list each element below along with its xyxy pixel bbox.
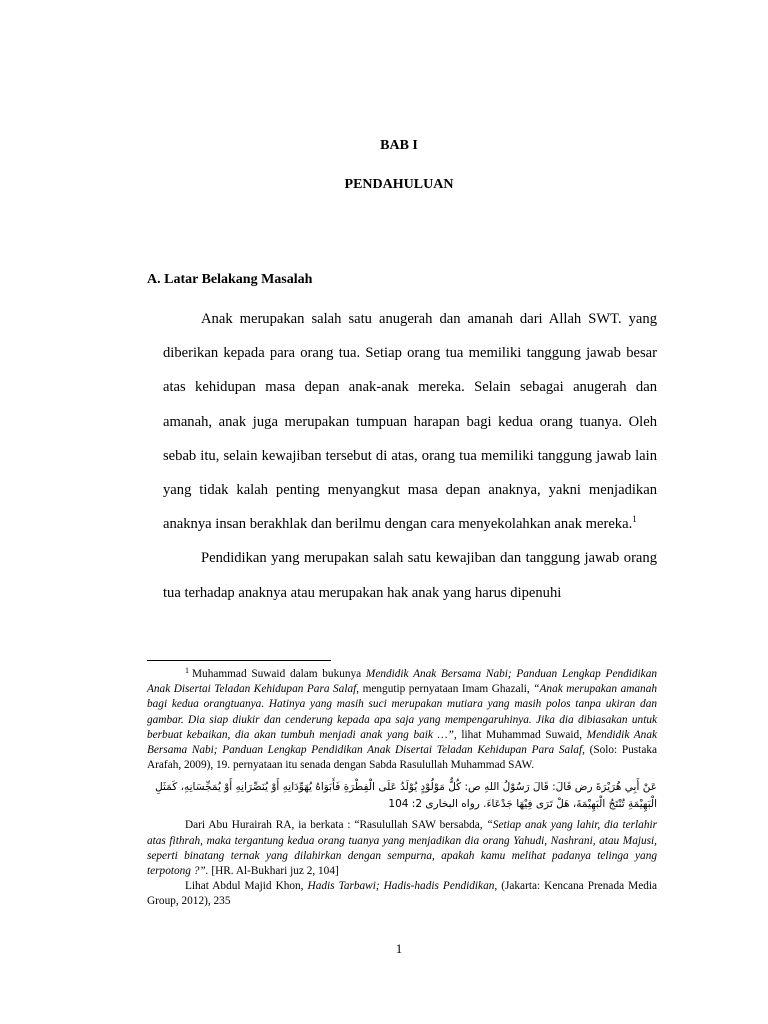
paragraph-1-text: Anak merupakan salah satu anugerah dan amanah dari Allah SWT. yang diberikan kepada para orang tua. Setiap orang tua memiliki tanggung jawab besar atas kehidupan masa depan anak-anak mereka. Selain sebagai anugerah dan amanah, anak juga merupakan tumpuan harapan bagi kedua orang tuanya. Oleh sebab itu, selain kewajiban tersebut di atas, orang tua memiliki tanggung jawab lain yang tidak kalah penting menyangkut masa depan anaknya, yakni menjadikan anaknya insan berakhlak dan berilmu dengan cara menyekolahkan anak mereka. <box>163 311 657 533</box>
footnote-text: (Solo: Pustaka Arafah, 2009), 19. pernyataan itu senada dengan Sabda Rasulullah Muhammad SAW. <box>147 744 657 772</box>
footnote-text: mengutip pernyataan Imam Ghazali, <box>359 683 534 696</box>
reference-book-title: Hadis Tarbawi; Hadis-hadis Pendidikan <box>307 880 495 893</box>
footnote-divider <box>147 660 331 661</box>
body-text <box>163 302 657 610</box>
footnote-text: Muhammad Suwaid dalam bukunya <box>192 668 366 680</box>
hadith-translation <box>147 818 657 879</box>
paragraph-2: Pendidikan yang merupakan salah satu kewajiban dan tanggung jawab orang tua terhadap anaknya atau merupakan hak anak yang harus dipenuhi <box>163 550 657 601</box>
translation-source: [HR. Al-Bukhari juz 2, 104] <box>208 865 339 878</box>
reference-tail: , (Jakarta: Kencana Prenada Media Group, 2012), 235 <box>147 880 658 908</box>
footnote-book-title: Mendidik Anak Bersama Nabi; Panduan Lengkap Pendidikan Anak Disertai Teladan Kehidupan Para Salaf, <box>147 728 657 757</box>
footnote-number: 1 <box>185 666 189 675</box>
arabic-hadith: عَنْ أَبِي هُرَيْرَةَ رض قَالَ: قَالَ رَسُوْلُ اللهِ ص: كُلُّ مَوْلُوْدٍ يُوْلَدُ عَلَى الْفِطْرَةِ فَأَبَوَاهُ يُهَوِّدَانِهِ أَوْ يُنَصِّرَانِهِ أَوْ يُمَجِّسَانِهِ، كَمَثَلِ الْبَهِيْمَةِ تُنْتَجُ الْبَهِيْمَةَ، هَلْ تَرَى فِيْهَا جَدْعَاءَ. رواه البخارى 2: 104 <box>155 781 657 811</box>
translation-lead: Dari Abu Hurairah RA, ia berkata : “Rasulullah SAW bersabda, <box>185 819 487 832</box>
reference-lead: Lihat Abdul Majid Khon, <box>185 880 308 893</box>
footnote-reference-2 <box>147 879 657 909</box>
footnote-book-title: Mendidik Anak Bersama Nabi; Panduan Lengkap Pendidikan Anak Disertai Teladan Kehidupan Para Salaf, <box>147 668 657 696</box>
footnote-reference: 1 <box>632 514 637 525</box>
translation-quote: “Setiap anak yang lahir, dia terlahir atas fithrah, maka tergantung kedua orang tuanya yang menjadikan dia orang Yahudi, Nashrani, atau Majusi, seperti binatang ternak yang dilahirkan dengan sempurna, apakah kamu melihat padanya telinga yang terpotong ?”. <box>147 819 658 878</box>
page-number: 1 <box>395 941 403 956</box>
footnote-area <box>147 667 657 910</box>
footnote-quote: “Anak merupakan amanah bagi kedua orangtuanya. Hatinya yang masih suci merupakan mutiara yang masih polos tanpa ukiran dan gambar. Dia siap diukir dan cenderung kepada apa saja yang mempengaruhinya. Jika dia dibiasakan untuk berbuat kebaikan, dia akan tumbuh menjadi anak yang baik …”, <box>147 683 658 741</box>
footnote-text: lihat Muhammad Suwaid, <box>456 728 587 741</box>
chapter-title: PENDAHULUAN <box>344 177 454 192</box>
chapter-number: BAB I <box>380 138 418 153</box>
paragraph-1 <box>163 302 657 541</box>
section-heading: A. Latar Belakang Masalah <box>147 272 313 287</box>
footnote-1 <box>147 667 657 773</box>
